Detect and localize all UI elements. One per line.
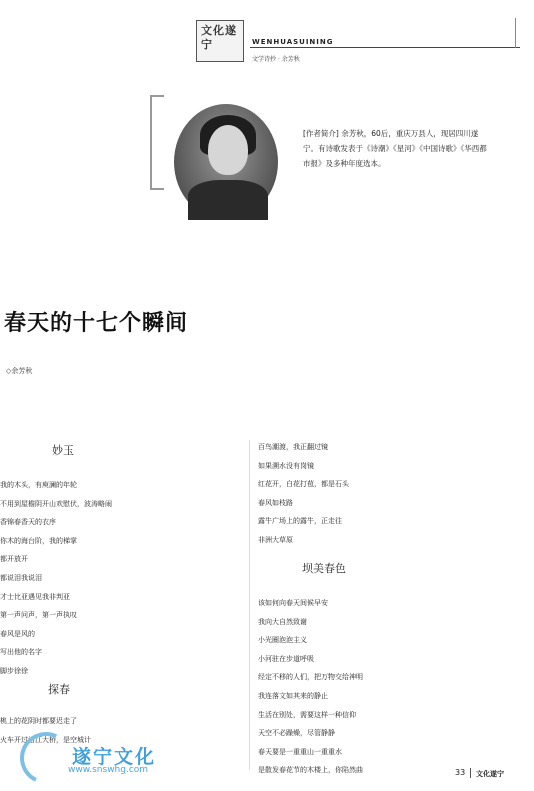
poem-line: 脚步徐徐 (0, 666, 28, 675)
watermark: 遂宁文化 (72, 746, 157, 768)
poem-line: 天空不必躁燥，尽管静静 (258, 729, 335, 738)
brand-english-name: WENHUASUINING (252, 38, 334, 46)
poem-body (0, 476, 112, 681)
footer-magazine-name: 文化遂宁 (476, 770, 504, 778)
poem-body (258, 594, 363, 780)
author-bio: [作者简介] 余芳秋，60后，重庆万县人，现居四川遂宁。有诗歌发表于《诗潮》《星河》《中国诗歌》《华西都市报》及多种年度选本。 (303, 129, 487, 168)
poem-line: 露牛广场上的露牛，正走往 (258, 517, 342, 526)
poem-line: 桃上的花阴时都要迟走了 (0, 717, 77, 725)
bracket-bottom (150, 188, 164, 190)
corner-mark (515, 18, 516, 48)
header-rule (250, 47, 520, 48)
poem-line: 红花开，白花打苞，都是石头 (258, 480, 349, 489)
column-divider (249, 440, 250, 770)
poem-line: 香锦春香天的衣序 (0, 518, 56, 527)
watermark-url: www.snswhg.com (68, 765, 149, 775)
portrait-shirt (188, 180, 268, 220)
bracket-top (150, 95, 164, 97)
portrait-face (208, 125, 248, 175)
poem-line: 该如何向春天间候早安 (258, 599, 328, 607)
poem-line: 春风是风的 (0, 629, 35, 638)
byline: ◇余芳秋 (6, 367, 33, 375)
poem-line: 是散发春花节的木楼上，你陷然曲 (258, 766, 363, 775)
poem-line: 经定不移的人们，把万物交给神明 (258, 673, 363, 682)
bracket-decoration (150, 95, 152, 190)
poem-line: 非洲大草原 (258, 535, 293, 544)
poem-line: 生活在别处，需要这样一种信仰 (258, 710, 356, 719)
poem-body (258, 438, 349, 550)
poem-heading: 坝美春色 (302, 562, 346, 575)
page-number: 33 (455, 768, 466, 777)
article-title: 春天的十七个瞬间 (4, 310, 189, 336)
poem-line: 写出他的名字 (0, 648, 42, 657)
poem-line: 小河驻在步道呼吸 (258, 654, 314, 663)
poem-line: 我的木头，有庾澜的年轮 (0, 481, 77, 489)
poem-line: 春天要是一重重山一重重水 (258, 747, 342, 756)
poem-line: 都说泪我说泪 (0, 573, 42, 582)
poem-line: 我连落文如其来的静止 (258, 691, 328, 700)
poem-line: 如果溯水没有岗镜 (258, 461, 314, 470)
section-tag: 文学诗抄 · 余芳秋 (252, 56, 300, 63)
poem-line: 都开放开 (0, 555, 28, 564)
poem-line: 火车开过涪江大桥，是空城计 (0, 735, 91, 744)
poem-line: 不用到屋檐阴开山欢慰伏，波涛略闹 (0, 499, 112, 508)
poem-heading: 探春 (48, 683, 70, 696)
poem-line: 才士比亚遇见我非判亚 (0, 592, 70, 601)
poem-line: 你木的海台阶，我的梯掌 (0, 536, 77, 545)
poem-line: 小光圈泡泡主义 (258, 636, 307, 645)
poem-line: 百鸟潮渡，我正翻过镜 (258, 443, 328, 451)
poem-line: 我向大自然致谢 (258, 617, 307, 626)
poem-line: 第一声问声，第一声执叹 (0, 611, 77, 620)
poem-heading: 妙玉 (52, 444, 74, 457)
footer-divider (470, 768, 471, 778)
magazine-logo: 文化遂宁 (201, 24, 237, 51)
poem-line: 春风如枝路 (258, 498, 293, 507)
